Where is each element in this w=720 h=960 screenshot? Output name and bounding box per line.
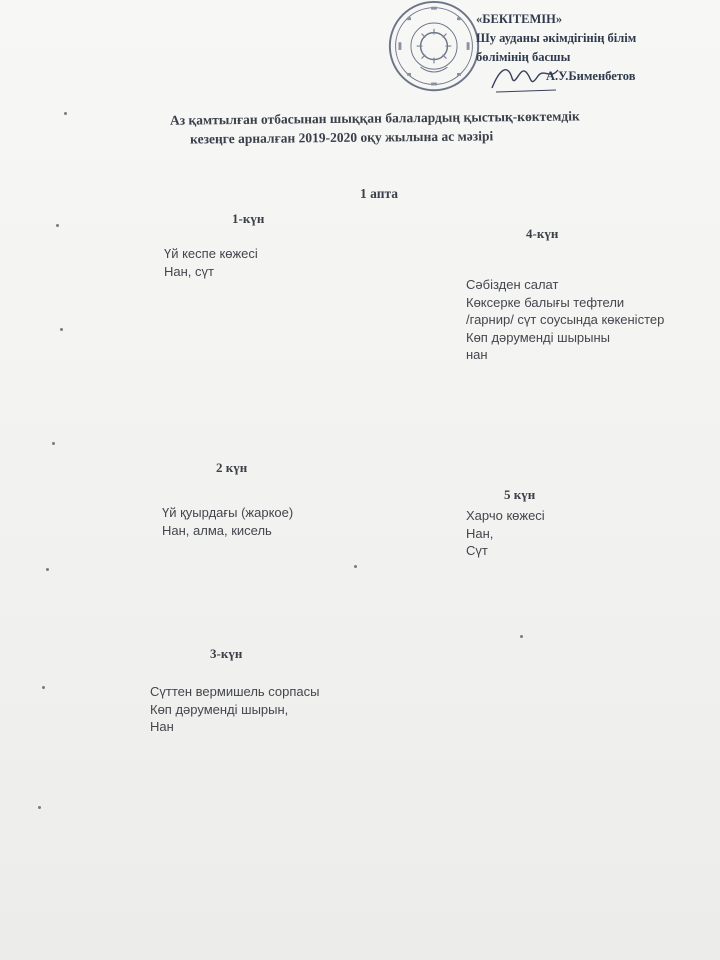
scan-speck [520, 635, 523, 638]
day-5-title: 5 күн [504, 487, 536, 502]
scan-speck [56, 224, 59, 227]
menu-item: Үй кеспе көжесі [164, 246, 258, 261]
approval-position-line2: бөлімінің басшы [476, 50, 571, 64]
menu-item: нан [466, 347, 488, 362]
menu-item: /гарнир/ сүт соусында көкеністер [466, 312, 665, 327]
scan-speck [38, 806, 41, 809]
scan-speck [52, 442, 55, 445]
scan-speck [64, 112, 67, 115]
week-heading: 1 апта [360, 186, 399, 201]
menu-item: Көп дәруменді шырын, [150, 701, 289, 717]
menu-item: Сүттен вермишель сорпасы [150, 684, 320, 699]
day-2-menu [162, 504, 293, 539]
scan-speck [46, 568, 49, 571]
day-4-title: 4-күн [526, 226, 559, 241]
approval-signer: А.У.Бименбетов [546, 69, 636, 83]
menu-item: Сәбізден салат [466, 277, 559, 292]
day-3-menu [150, 683, 320, 736]
document-title [170, 105, 690, 148]
official-stamp-seal [386, 0, 482, 96]
menu-item: Көп дәруменді шырыны [466, 329, 611, 345]
approval-heading: «БЕКІТЕМІН» [476, 12, 563, 26]
day-2-title: 2 күн [216, 460, 248, 475]
day-1-menu [164, 245, 258, 280]
day-5-menu [466, 507, 545, 560]
day-3-title: 3-күн [210, 646, 243, 661]
day-4-menu [466, 276, 664, 364]
menu-item: Нан, алма, кисель [162, 522, 272, 538]
menu-item: Көксерке балығы тефтели [466, 294, 625, 310]
scan-speck [60, 328, 63, 331]
menu-item: Нан, сүт [164, 263, 214, 279]
menu-item: Сүт [466, 543, 488, 558]
scan-speck [354, 565, 357, 568]
handwritten-signature [490, 58, 560, 94]
menu-item: Харчо көжесі [466, 508, 545, 523]
menu-item: Нан, [466, 525, 494, 541]
day-1-title: 1-күн [232, 211, 265, 226]
menu-item: Нан [150, 719, 174, 734]
approval-position-line1: Шу ауданы әкімдігінің білім [476, 31, 637, 45]
title-line-1: Аз қамтылған отбасынан шыққан балалардың қыстық-көктемдік [169, 108, 580, 128]
title-line-2: кезеңге арналған 2019-2020 оқу жылына ас мәзірі [190, 128, 494, 147]
menu-item: Үй қуырдағы (жаркое) [162, 505, 294, 520]
scan-speck [42, 686, 45, 689]
